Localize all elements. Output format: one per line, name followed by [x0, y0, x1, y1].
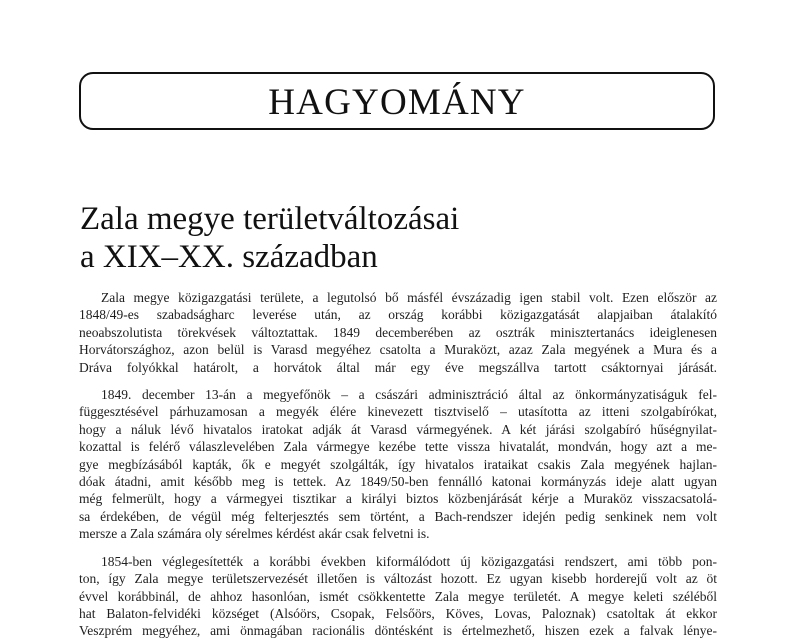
article-title [80, 200, 720, 276]
text-line: sa érdekében, de végül még felterjesztés sem történt, a Bach-rendszer idején pedig senkinek nem volt [79, 508, 717, 524]
text-line: ton, így Zala megye területszervezését illetően is változást hozott. Ez ugyan kisebb horderejű volt az öt [79, 571, 717, 587]
text-line: hat Balaton-felvidéki községet (Alsóörs, Csopak, Felsőörs, Köves, Lovas, Paloznak) csatoltak át ekkor [79, 605, 717, 621]
paragraph [79, 386, 717, 543]
text-line: még felmerült, hogy a vármegyei tisztikar a királyi biztos közbenjárását kérje a Muraköz visszacsatolá- [79, 491, 717, 507]
section-title: HAGYOMÁNY [268, 81, 526, 123]
paragraph [79, 553, 717, 640]
text-line: Horvátországhoz, azon belül is Varasd megyéhez csatolta a Muraközt, azaz Zala megyének a Mura és a [79, 342, 717, 358]
text-line: dóak átadni, amit később meg is tettek. Az 1849/50-ben fennálló katonai kormányzás ideje alatt ugyan [79, 474, 717, 490]
text-line: 1849. december 13-án a megyefőnök – a császári adminisztráció által az önkormányzatiságuk fel- [101, 387, 717, 403]
text-line: évvel korábbinál, de ahhoz hasonlóan, ismét csökkentette Zala megye területét. A megye keleti széléből [79, 588, 717, 604]
text-line: kozattal is felérő válaszlevelében Zala vármegye kezébe tette vissza hivatalát, mondván, hogy azt a me- [79, 439, 717, 455]
text-line: 1854-ben véglegesítették a korábbi években kiformálódott új közigazgatási rendszert, ami több pon- [101, 553, 717, 569]
text-line: Dráva folyókkal határolt, a horvátok által már egy éve megszállva tartott csáktornyai járását. [79, 359, 717, 375]
article-body [79, 289, 717, 643]
text-line: gye megbízásából kapták, ők e megyét szolgálták, így hivatalos irataikat csakis Zala megyének hajlan- [79, 456, 717, 472]
article-title-line: a XIX–XX. században [80, 239, 378, 275]
text-line: neoabszolutista törekvések változtattak. 1849 decemberében az osztrák minisztertanács ideiglenesen [79, 324, 717, 340]
text-line: függesztésével párhuzamosan a megyék élére kinevezett tisztviselő – utasította az itteni szolgabírókat, [79, 404, 717, 420]
article-title-line: Zala megye területváltozásai [80, 201, 460, 237]
text-line: Zala megye közigazgatási területe, a legutolsó bő másfél évszázadig igen stabil volt. Ezen először az [101, 290, 717, 305]
paragraph [79, 289, 717, 376]
text-line: hogy a náluk lévő hivatalos iratokat adják át Varasd vármegyének. A két járási szolgabíró hűségnyilat- [79, 421, 717, 437]
section-header-box [79, 72, 715, 130]
text-line: mersze a Zala számára oly sérelmes kérdést akár csak felvetni is. [79, 526, 430, 542]
text-line: 1848/49-es szabadságharc leverése után, az ország korábbi közigazgatását alapjaiban átalakító [79, 307, 717, 323]
text-line: Veszprém megyéhez, ami önmagában racionális döntésként is értelmezhető, hiszen ezek a falvak lénye- [79, 623, 717, 639]
